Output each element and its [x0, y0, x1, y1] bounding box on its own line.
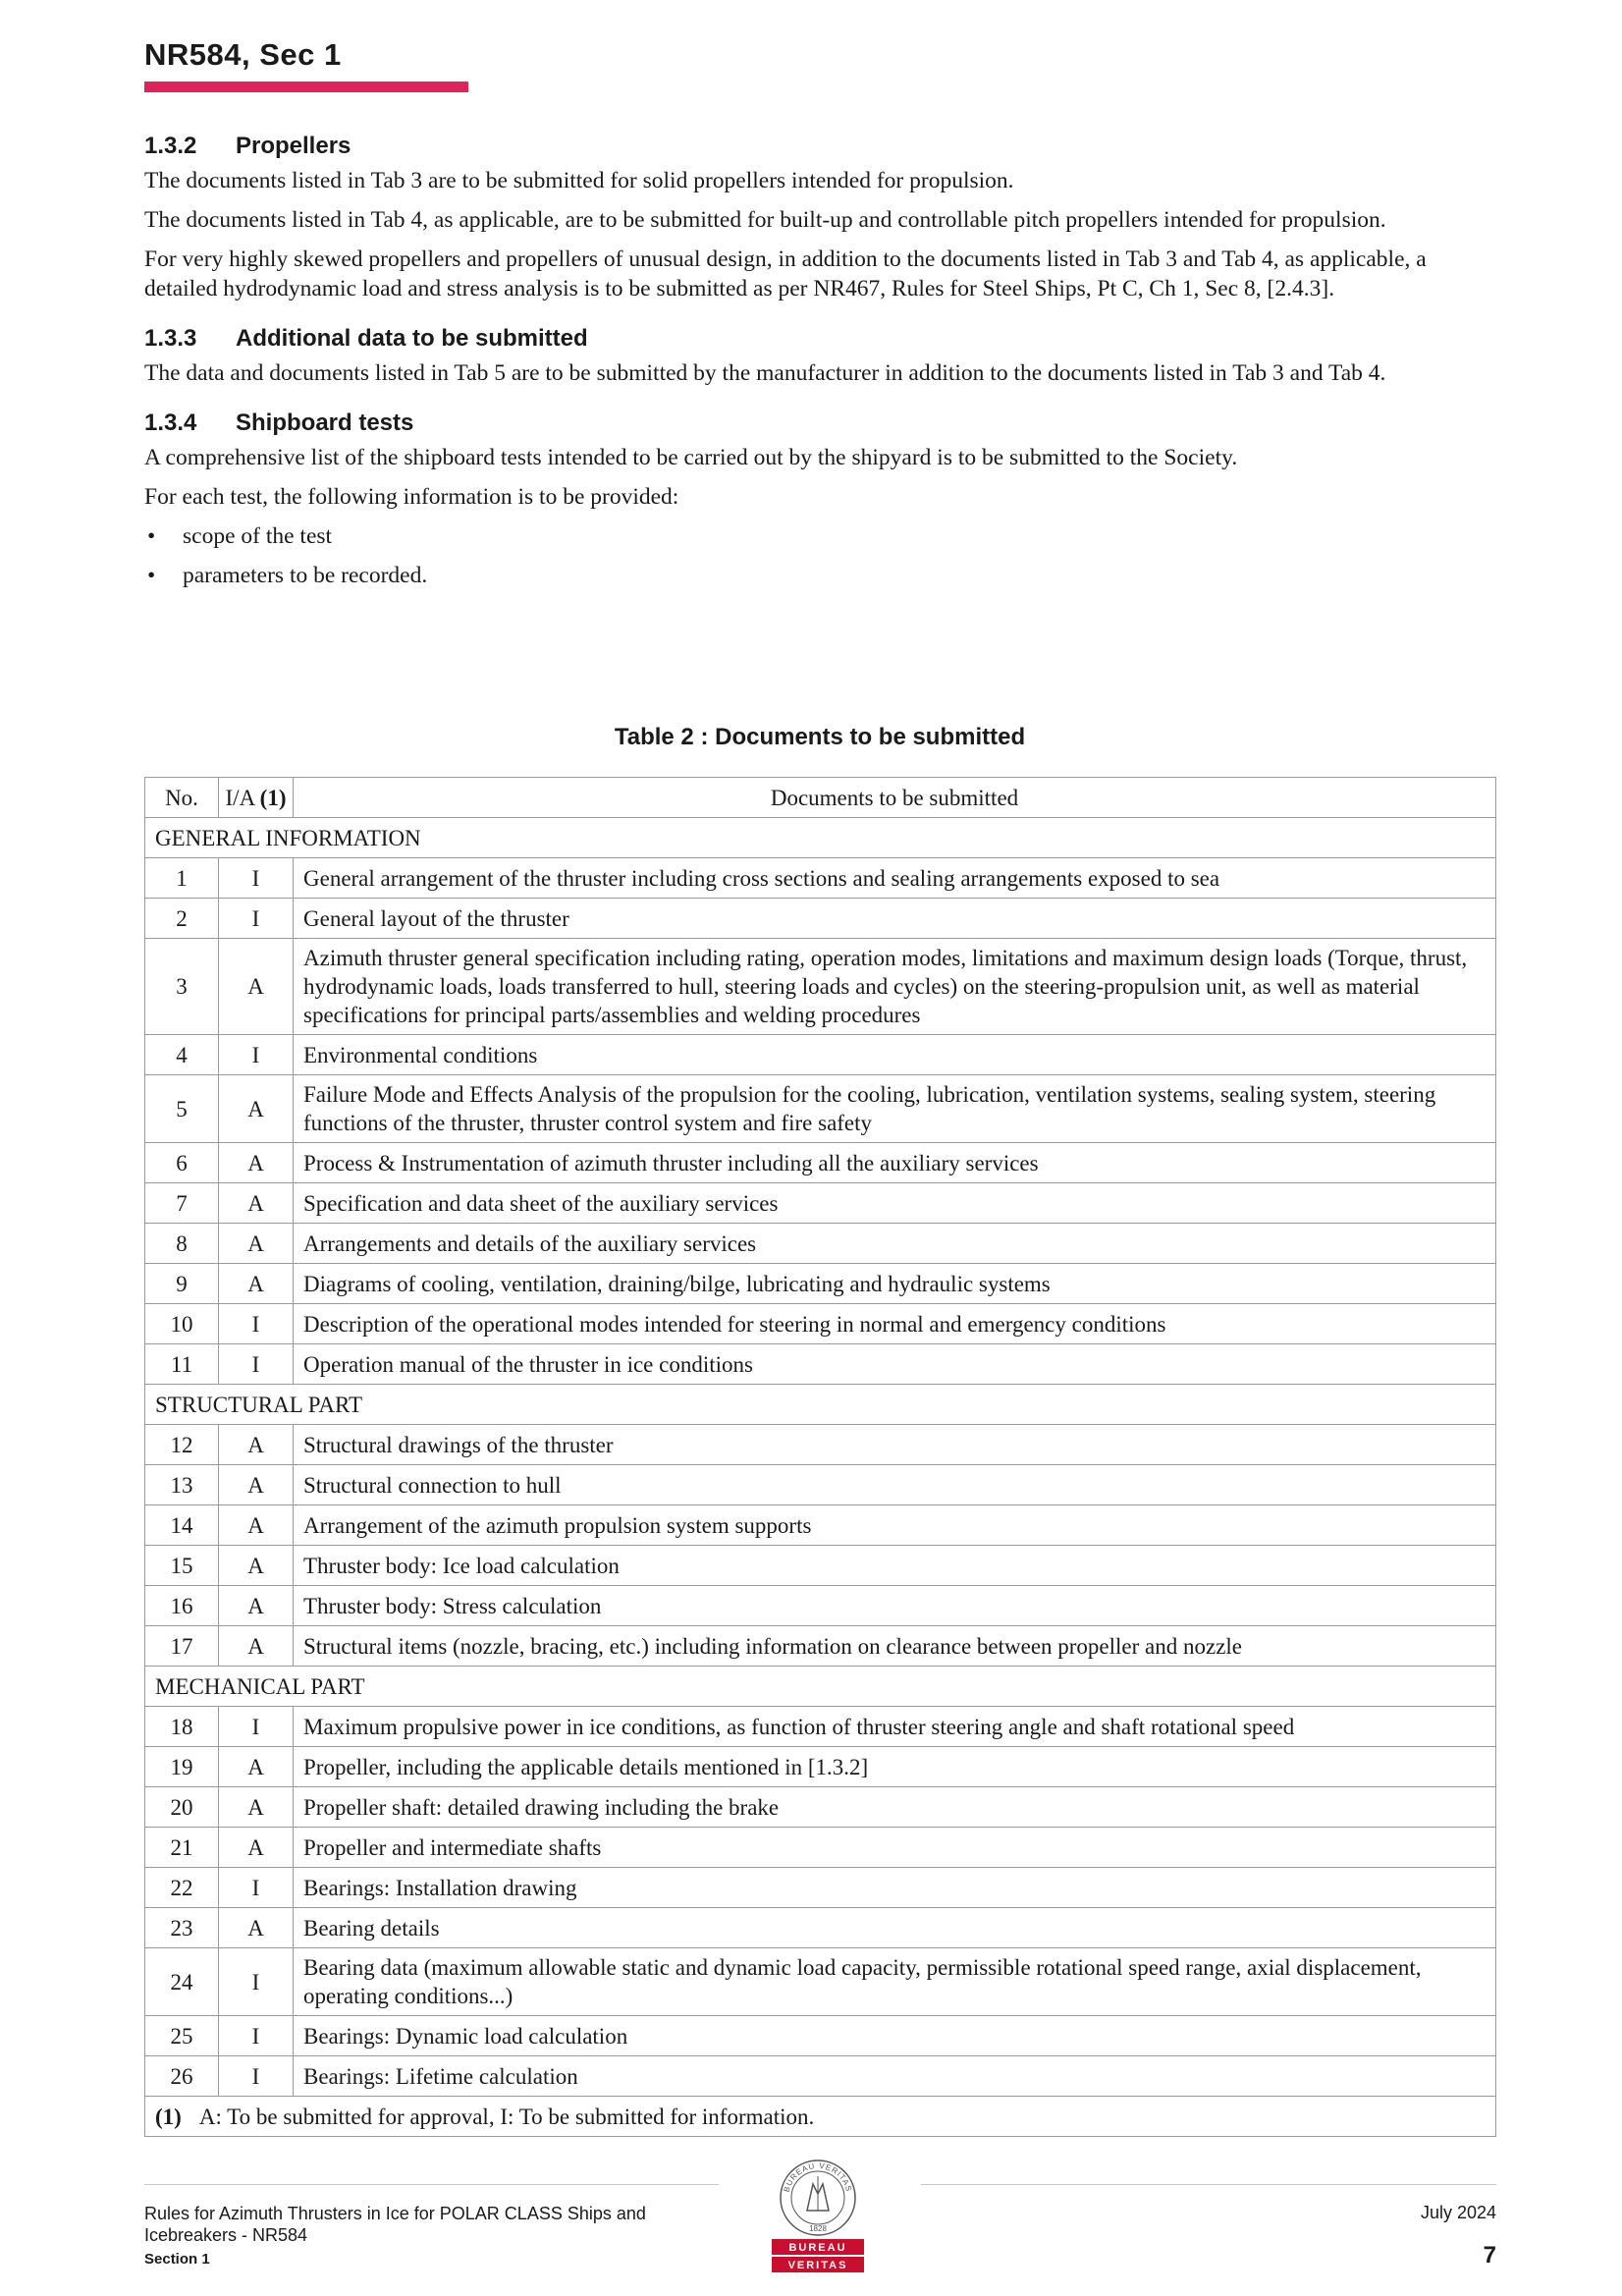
cell-document: Arrangements and details of the auxiliary services	[294, 1224, 1496, 1264]
cell-document: Process & Instrumentation of azimuth thruster including all the auxiliary services	[294, 1143, 1496, 1183]
cell-number: 11	[145, 1344, 219, 1385]
cell-number: 7	[145, 1183, 219, 1224]
cell-ia: I	[219, 899, 294, 939]
cell-document: Thruster body: Stress calculation	[294, 1586, 1496, 1626]
cell-number: 20	[145, 1787, 219, 1828]
header-ia-label: I/A	[225, 785, 254, 810]
footnote-marker: (1)	[155, 2104, 182, 2129]
table-footnote-row	[145, 2097, 1496, 2137]
footnote-text: A: To be submitted for approval, I: To be submitted for information.	[198, 2104, 815, 2129]
table-row	[145, 1264, 1496, 1304]
paragraph: The documents listed in Tab 3 are to be submitted for solid propellers intended for propulsion.	[144, 168, 1014, 193]
cell-number: 16	[145, 1586, 219, 1626]
cell-ia: A	[219, 1626, 294, 1667]
bullet-text: scope of the test	[183, 523, 333, 549]
cell-ia: A	[219, 1075, 294, 1143]
table-row	[145, 1787, 1496, 1828]
logo-ring-text: BUREAU VERITAS	[782, 2160, 854, 2194]
bullet-item	[144, 521, 1495, 551]
section-number: 1.3.3	[144, 325, 197, 352]
table-row	[145, 1224, 1496, 1264]
cell-number: 9	[145, 1264, 219, 1304]
section-heading	[144, 325, 1495, 353]
header-no: No.	[145, 778, 219, 818]
cell-ia: I	[219, 1868, 294, 1908]
cell-document: Operation manual of the thruster in ice conditions	[294, 1344, 1496, 1385]
footer-document-title	[144, 2203, 733, 2246]
bullet-icon: •	[147, 563, 156, 588]
table-row	[145, 2056, 1496, 2097]
cell-document: Bearing details	[294, 1908, 1496, 1948]
cell-number: 24	[145, 1948, 219, 2016]
cell-ia: A	[219, 1224, 294, 1264]
cell-document: Bearing data (maximum allowable static and dynamic load capacity, permissible rotational speed range, axial displacement, operating conditions...)	[294, 1948, 1496, 2016]
cell-ia: I	[219, 1707, 294, 1747]
table-group-row	[145, 818, 1496, 858]
footer-section: Section 1	[144, 2251, 210, 2268]
cell-document: Azimuth thruster general specification including rating, operation modes, limitations and maximum design loads (Torque, thrust, hydrodynamic loads, loads transferred to hull, steering loads and cycles) on the steering-propulsion unit, as well as material specifications for principal parts/assemblies and welding procedures	[294, 939, 1496, 1035]
cell-document: Structural items (nozzle, bracing, etc.) including information on clearance between propeller and nozzle	[294, 1626, 1496, 1667]
cell-number: 5	[145, 1075, 219, 1143]
cell-ia: I	[219, 1948, 294, 2016]
header-ia	[219, 778, 294, 818]
section-1-3-2	[144, 133, 1495, 303]
cell-ia: A	[219, 939, 294, 1035]
table-row	[145, 1626, 1496, 1667]
documents-table	[144, 777, 1496, 2137]
table-row	[145, 1747, 1496, 1787]
cell-ia: A	[219, 1787, 294, 1828]
cell-number: 6	[145, 1143, 219, 1183]
table-row	[145, 1828, 1496, 1868]
cell-ia: A	[219, 1908, 294, 1948]
table-row	[145, 1586, 1496, 1626]
table-row	[145, 1344, 1496, 1385]
cell-number: 22	[145, 1868, 219, 1908]
cell-number: 25	[145, 2016, 219, 2056]
cell-number: 23	[145, 1908, 219, 1948]
table-row	[145, 1948, 1496, 2016]
logo-text-top: BUREAU	[788, 2242, 847, 2254]
cell-number: 10	[145, 1304, 219, 1344]
cell-number: 2	[145, 899, 219, 939]
table-footnote	[145, 2097, 1496, 2137]
table-header-row	[145, 778, 1496, 818]
footer-title-line: Rules for Azimuth Thrusters in Ice for POLAR CLASS Ships and	[144, 2204, 646, 2223]
table-row	[145, 1075, 1496, 1143]
cell-document: Environmental conditions	[294, 1035, 1496, 1075]
table-group-row	[145, 1385, 1496, 1425]
cell-number: 19	[145, 1747, 219, 1787]
bullet-icon: •	[147, 523, 156, 549]
cell-ia: A	[219, 1586, 294, 1626]
table-row	[145, 1505, 1496, 1546]
cell-ia: I	[219, 1304, 294, 1344]
cell-document: Diagrams of cooling, ventilation, draining/bilge, lubricating and hydraulic systems	[294, 1264, 1496, 1304]
header-accent-bar	[144, 82, 468, 92]
table-row	[145, 1546, 1496, 1586]
cell-ia: A	[219, 1505, 294, 1546]
section-title: Shipboard tests	[236, 410, 414, 436]
table-row	[145, 1035, 1496, 1075]
paragraph: For very highly skewed propellers and propellers of unusual design, in addition to the documents listed in Tab 3 and Tab 4, as applicable, a detailed hydrodynamic load and stress analysis is to be submitted as per NR467, Rules for Steel Ships, Pt C, Ch 1, Sec 8, [2.4.3].	[144, 246, 1427, 301]
cell-ia: A	[219, 1264, 294, 1304]
cell-ia: I	[219, 858, 294, 899]
paragraph: A comprehensive list of the shipboard tests intended to be carried out by the shipyard is to be submitted to the Society.	[144, 445, 1238, 470]
cell-document: Thruster body: Ice load calculation	[294, 1546, 1496, 1586]
cell-ia: I	[219, 1344, 294, 1385]
cell-document: Specification and data sheet of the auxiliary services	[294, 1183, 1496, 1224]
table-group-row	[145, 1667, 1496, 1707]
table-row	[145, 1465, 1496, 1505]
cell-ia: A	[219, 1828, 294, 1868]
table-row	[145, 2016, 1496, 2056]
section-title: Additional data to be submitted	[236, 325, 588, 352]
cell-ia: A	[219, 1465, 294, 1505]
section-heading	[144, 410, 1495, 437]
cell-ia: I	[219, 2056, 294, 2097]
table-row	[145, 1143, 1496, 1183]
cell-document: Bearings: Dynamic load calculation	[294, 2016, 1496, 2056]
table-row	[145, 1868, 1496, 1908]
section-number: 1.3.4	[144, 410, 197, 436]
cell-document: Bearings: Installation drawing	[294, 1868, 1496, 1908]
cell-ia: I	[219, 2016, 294, 2056]
table-row	[145, 939, 1496, 1035]
page-number: 7	[1483, 2242, 1496, 2269]
table-title: Table 2 : Documents to be submitted	[614, 724, 1026, 750]
cell-number: 14	[145, 1505, 219, 1546]
section-1-3-3	[144, 325, 1495, 388]
cell-document: Structural connection to hull	[294, 1465, 1496, 1505]
cell-document: Propeller and intermediate shafts	[294, 1828, 1496, 1868]
group-heading: MECHANICAL PART	[145, 1667, 1496, 1707]
group-heading: STRUCTURAL PART	[145, 1385, 1496, 1425]
table-row	[145, 1707, 1496, 1747]
cell-number: 13	[145, 1465, 219, 1505]
body-content	[144, 133, 1495, 612]
table-row	[145, 1908, 1496, 1948]
header-documents: Documents to be submitted	[294, 778, 1496, 818]
paragraph: For each test, the following information is to be provided:	[144, 484, 679, 510]
cell-number: 18	[145, 1707, 219, 1747]
cell-ia: A	[219, 1747, 294, 1787]
header-ia-note: (1)	[259, 785, 287, 810]
bullet-item	[144, 561, 1495, 590]
cell-document: Propeller shaft: detailed drawing including the brake	[294, 1787, 1496, 1828]
cell-document: Maximum propulsive power in ice conditions, as function of thruster steering angle and shaft rotational speed	[294, 1707, 1496, 1747]
cell-document: Bearings: Lifetime calculation	[294, 2056, 1496, 2097]
cell-ia: A	[219, 1425, 294, 1465]
logo-text-bottom: VERITAS	[787, 2260, 848, 2271]
cell-document: General layout of the thruster	[294, 899, 1496, 939]
cell-document: General arrangement of the thruster including cross sections and sealing arrangements exposed to sea	[294, 858, 1496, 899]
table-row	[145, 858, 1496, 899]
cell-ia: A	[219, 1546, 294, 1586]
cell-document: Propeller, including the applicable details mentioned in [1.3.2]	[294, 1747, 1496, 1787]
cell-number: 8	[145, 1224, 219, 1264]
group-heading: GENERAL INFORMATION	[145, 818, 1496, 858]
footer-date: July 2024	[1420, 2203, 1496, 2222]
cell-number: 12	[145, 1425, 219, 1465]
paragraph: The data and documents listed in Tab 5 are to be submitted by the manufacturer in addition to the documents listed in Tab 3 and Tab 4.	[144, 360, 1386, 386]
table-row	[145, 1425, 1496, 1465]
bullet-text: parameters to be recorded.	[183, 563, 428, 588]
table-row	[145, 1304, 1496, 1344]
cell-ia: A	[219, 1183, 294, 1224]
table-row	[145, 899, 1496, 939]
footer-title-line: Icebreakers - NR584	[144, 2225, 308, 2245]
cell-number: 21	[145, 1828, 219, 1868]
section-1-3-4	[144, 410, 1495, 590]
cell-number: 15	[145, 1546, 219, 1586]
table-row	[145, 1183, 1496, 1224]
cell-document: Failure Mode and Effects Analysis of the propulsion for the cooling, lubrication, ventilation systems, sealing system, steering functions of the thruster, thruster control system and fire safety	[294, 1075, 1496, 1143]
footer-rule-left	[144, 2184, 719, 2185]
section-number: 1.3.2	[144, 133, 197, 159]
bureau-veritas-logo-icon	[768, 2157, 868, 2274]
logo-year: 1828	[809, 2224, 827, 2233]
cell-ia: I	[219, 1035, 294, 1075]
cell-number: 3	[145, 939, 219, 1035]
cell-ia: A	[219, 1143, 294, 1183]
section-title: Propellers	[236, 133, 351, 159]
cell-document: Description of the operational modes intended for steering in normal and emergency conditions	[294, 1304, 1496, 1344]
document-code: NR584, Sec 1	[144, 37, 342, 72]
cell-document: Structural drawings of the thruster	[294, 1425, 1496, 1465]
cell-document: Arrangement of the azimuth propulsion system supports	[294, 1505, 1496, 1546]
paragraph: The documents listed in Tab 4, as applicable, are to be submitted for built-up and controllable pitch propellers intended for propulsion.	[144, 207, 1386, 233]
footer-rule-right	[921, 2184, 1496, 2185]
cell-number: 17	[145, 1626, 219, 1667]
cell-number: 26	[145, 2056, 219, 2097]
section-heading	[144, 133, 1495, 160]
cell-number: 4	[145, 1035, 219, 1075]
cell-number: 1	[145, 858, 219, 899]
